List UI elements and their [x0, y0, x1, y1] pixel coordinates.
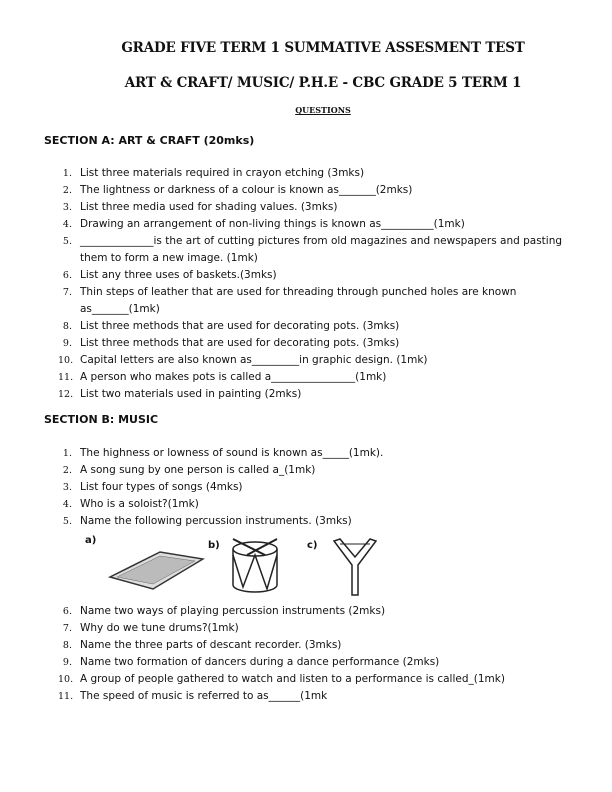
question-item [58, 479, 578, 496]
question-item [58, 233, 578, 267]
question-text: List three methods that are used for decorating pots. (3mks) [80, 320, 400, 332]
question-number: 1. [62, 168, 72, 179]
question-item [58, 445, 578, 462]
question-text: List three media used for shading values. (3mks) [80, 201, 338, 213]
question-text: List three methods that are used for decorating pots. (3mks) [80, 337, 400, 349]
picture-label-a: a) [85, 535, 97, 546]
question-text: List three materials required in crayon etching (3mks) [80, 167, 365, 179]
question-item [58, 671, 578, 688]
section-b-title: SECTION B: MUSIC [44, 413, 159, 426]
question-item [58, 335, 578, 352]
question-number: 2. [62, 185, 72, 196]
question-item [58, 513, 578, 530]
question-number: 3. [62, 482, 72, 493]
question-text: The speed of music is referred to as______(1mk [80, 690, 328, 702]
question-item [58, 688, 578, 705]
question-number: 3. [62, 202, 72, 213]
shaker-image [330, 535, 380, 597]
question-text: Name two formation of dancers during a dance performance (2mks) [80, 656, 440, 668]
question-number: 4. [62, 499, 72, 510]
section-b-list-continued [58, 603, 578, 705]
question-text: A group of people gathered to watch and listen to a performance is called_(1mk) [80, 673, 505, 685]
question-item [58, 352, 578, 369]
picture-label-c: c) [307, 540, 318, 551]
question-text: List four types of songs (4mks) [80, 481, 243, 493]
exam-subtitle: ART & CRAFT/ MUSIC/ P.H.E - CBC GRADE 5 TERM 1 [124, 75, 522, 91]
question-item [58, 267, 578, 284]
question-item [58, 318, 578, 335]
question-number: 8. [62, 321, 72, 332]
question-number: 7. [62, 623, 72, 634]
question-text: List any three uses of baskets.(3mks) [80, 269, 277, 281]
question-text: Name the following percussion instruments. (3mks) [80, 515, 352, 527]
question-text: The lightness or darkness of a colour is known as_______(2mks) [80, 184, 413, 196]
question-number: 10. [58, 355, 74, 366]
section-b-list [58, 445, 578, 530]
question-text: Thin steps of leather that are used for threading through punched holes are known as_______(1mk) [80, 286, 517, 315]
picture-label-b: b) [208, 540, 220, 551]
question-item [58, 462, 578, 479]
xylophone-board-image [105, 547, 205, 592]
question-item [58, 369, 578, 386]
question-number: 9. [62, 338, 72, 349]
question-number: 2. [62, 465, 72, 476]
question-number: 11. [58, 372, 74, 383]
question-text: Capital letters are also known as_________in graphic design. (1mk) [80, 354, 428, 366]
question-number: 9. [62, 657, 72, 668]
question-text: Why do we tune drums?(1mk) [80, 622, 239, 634]
question-number: 12. [58, 389, 74, 400]
question-number: 6. [62, 270, 72, 281]
drum-image [225, 535, 285, 597]
question-text: List two materials used in painting (2mks) [80, 388, 302, 400]
question-number: 1. [62, 448, 72, 459]
question-item [58, 182, 578, 199]
question-text: ______________is the art of cutting pictures from old magazines and newspapers and pasting them to form a new image. (1mk) [80, 235, 563, 264]
question-text: Who is a soloist?(1mk) [80, 498, 199, 510]
question-text: The highness or lowness of sound is known as_____(1mk). [80, 447, 384, 459]
question-number: 4. [62, 219, 72, 230]
question-text: Name two ways of playing percussion instruments (2mks) [80, 605, 386, 617]
question-item [58, 284, 578, 318]
question-text: Drawing an arrangement of non-living things is known as__________(1mk) [80, 218, 465, 230]
exam-title: GRADE FIVE TERM 1 SUMMATIVE ASSESMENT TEST [121, 40, 525, 56]
question-number: 5. [62, 516, 72, 527]
question-text: A song sung by one person is called a_(1mk) [80, 464, 316, 476]
question-item [58, 603, 578, 620]
question-item [58, 216, 578, 233]
section-a-list [58, 165, 578, 403]
question-item [58, 637, 578, 654]
question-item [58, 496, 578, 513]
question-number: 8. [62, 640, 72, 651]
question-item [58, 199, 578, 216]
question-item [58, 654, 578, 671]
question-text: Name the three parts of descant recorder. (3mks) [80, 639, 342, 651]
question-item [58, 386, 578, 403]
question-item [58, 165, 578, 182]
section-a-title: SECTION A: ART & CRAFT (20mks) [44, 134, 255, 147]
question-text: A person who makes pots is called a________________(1mk) [80, 371, 387, 383]
question-number: 7. [62, 287, 72, 298]
question-item [58, 620, 578, 637]
question-number: 5. [62, 236, 72, 247]
instrument-pictures [85, 535, 405, 597]
question-number: 11. [58, 691, 74, 702]
question-number: 10. [58, 674, 74, 685]
questions-label: QUESTIONS [295, 105, 351, 115]
question-number: 6. [62, 606, 72, 617]
